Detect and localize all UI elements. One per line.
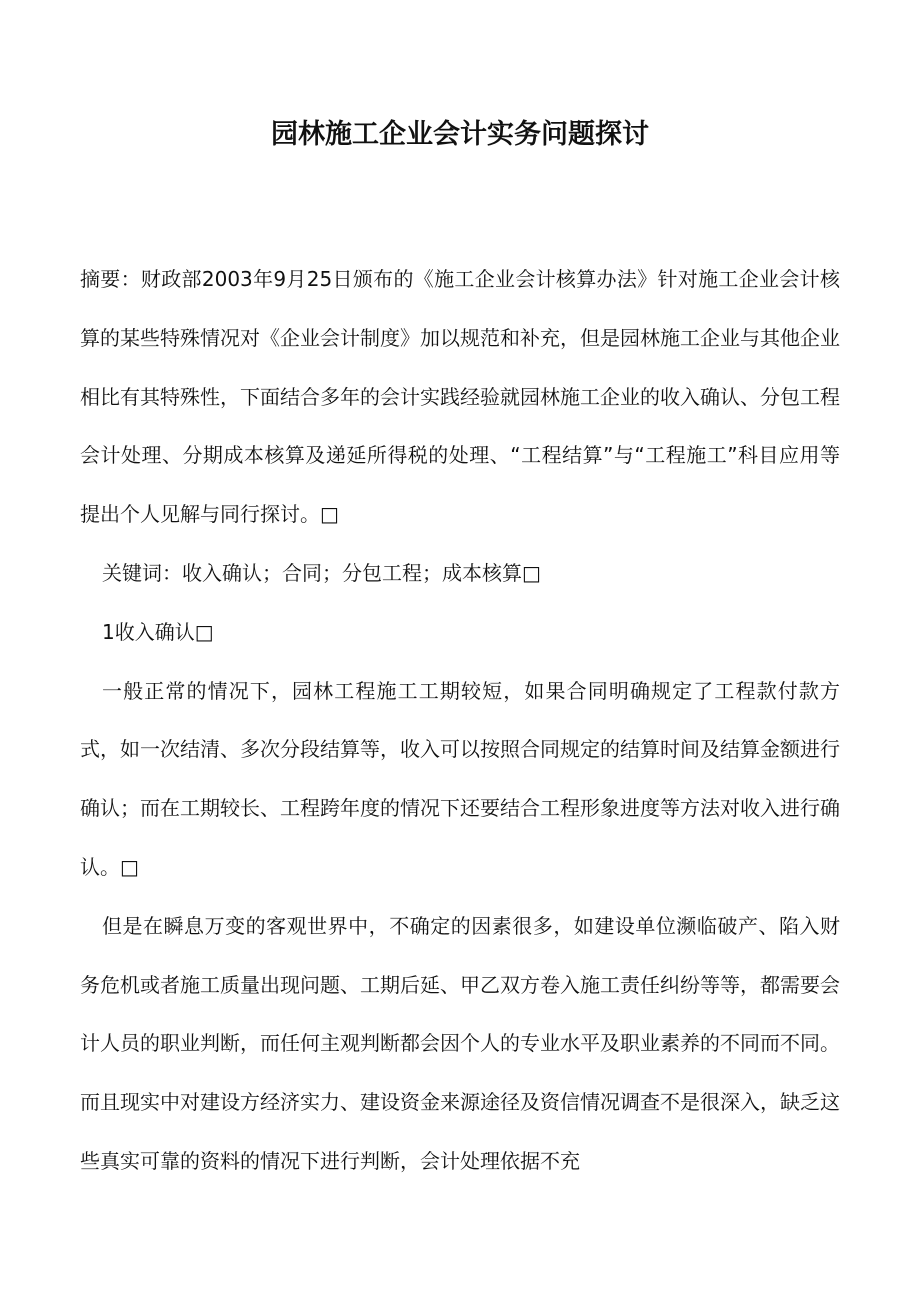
document-body <box>80 250 840 1191</box>
abstract-paragraph: 摘要：财政部2003年9月25日颁布的《施工企业会计核算办法》针对施工企业会计核算的某些特殊情况对《企业会计制度》加以规范和补充，但是园林施工企业与其他企业相比有其特殊性，下面结合多年的会计实践经验就园林施工企业的收入确认、分包工程会计处理、分期成本核算及递延所得税的处理、“工程结算”与“工程施工”科目应用等提出个人见解与同行探讨。□ <box>80 267 840 527</box>
body-paragraph: 但是在瞬息万变的客观世界中，不确定的因素很多，如建设单位濒临破产、陷入财务危机或者施工质量出现问题、工期后延、甲乙双方卷入施工责任纠纷等等，都需要会计人员的职业判断，而任何主观判断都会因个人的专业水平及职业素养的不同而不同。而且现实中对建设方经济实力、建设资金来源途径及资信情况调查不是很深入，缺乏这些真实可靠的资料的情况下进行判断，会计处理依据不充 <box>80 913 840 1173</box>
keywords-paragraph: 关键词：收入确认；合同；分包工程；成本核算□ <box>102 560 541 585</box>
section-heading: 1收入确认□ <box>102 619 214 644</box>
body-paragraph: 一般正常的情况下，园林工程施工工期较短，如果合同明确规定了工程款付款方式，如一次结清、多次分段结算等，收入可以按照合同规定的结算时间及结算金额进行确认；而在工期较长、工程跨年度的情况下还要结合工程形象进度等方法对收入进行确认。□ <box>80 678 840 879</box>
document-title: 园林施工企业会计实务问题探讨 <box>271 119 649 150</box>
